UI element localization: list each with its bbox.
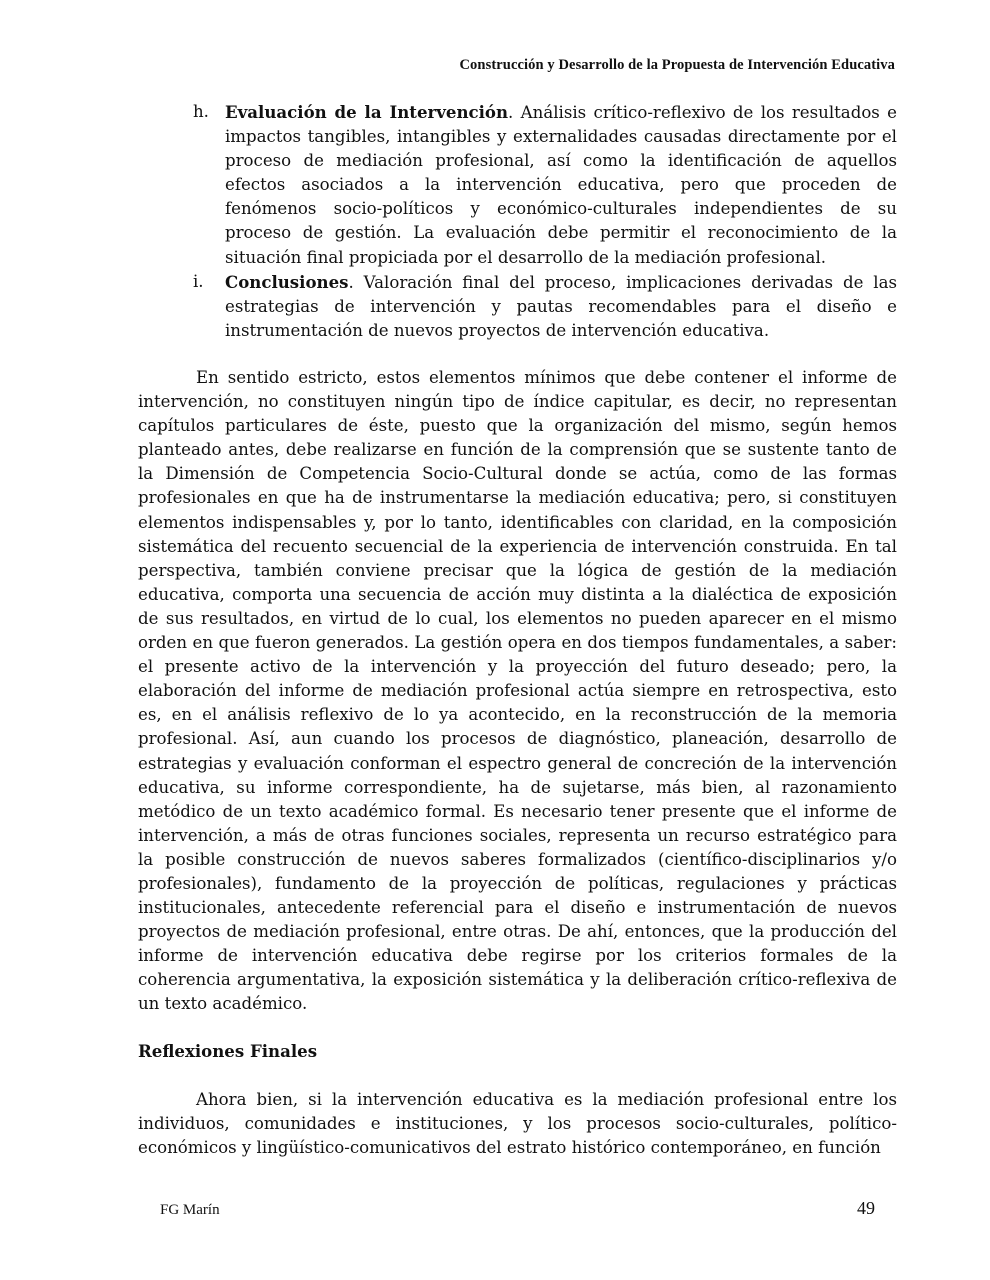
body-paragraph	[138, 366, 897, 1017]
body-paragraph	[138, 1088, 897, 1160]
list-marker: h.	[193, 102, 209, 121]
list-term: Conclusiones	[225, 271, 349, 292]
running-header: Construcción y Desarrollo de la Propuesta de Intervención Educativa	[459, 57, 895, 73]
list-text: . Valoración final del proceso, implicaciones derivadas de las estrategias de intervención y pautas recomendables para el diseño e instrumentación de nuevos proyectos de intervención educativa.	[225, 272, 897, 340]
footer-author: FG Marín	[160, 1202, 220, 1218]
list-term: Evaluación de la Intervención	[225, 102, 509, 122]
list-item	[193, 100, 897, 270]
paragraph-text: En sentido estricto, estos elementos mínimos que debe contener el informe de intervención, no constituyen ningún tipo de índice capitular, es decir, no representan capítulos particulares de éste, puesto que la organización del mismo, según hemos planteado antes, debe realizarse en función de la comprensión que se sustente tanto de la Dimensión de Competencia Socio-Cultural donde se actúa, como de las formas profesionales en que ha de instrumentarse la mediación educativa; pero, si constituyen elementos indispensables y, por lo tanto, identificables con claridad, en la composición sistemática del recuento secuencial de la experiencia de intervención construida. En tal perspectiva, también conviene precisar que la lógica de gestión de la mediación educativa, comporta una secuencia de acción muy distinta a la dialéctica de exposición de sus resultados, en virtud de lo cual, los elementos no pueden aparecer en el mismo orden en que fueron generados. La gestión opera en dos tiempos fundamentales, a saber: el presente activo de la intervención y la proyección del futuro deseado; pero, la elaboración del informe de mediación profesional actúa siempre en retrospectiva, esto es, en el análisis reflexivo de lo ya acontecido, en la reconstrucción de la memoria profesional. Así, aun cuando los procesos de diagnóstico, planeación, desarrollo de estrategias y evaluación conforman el espectro general de concreción de la intervención educativa, su informe correspondiente, ha de sujetarse, más bien, al razonamiento metódico de un texto académico formal. Es necesario tener presente que el informe de intervención, a más de otras funciones sociales, representa un recurso estratégico para la posible construcción de nuevos saberes formalizados (científico-disciplinarios y/o profesionales), fundamento de la proyección de políticas, regulaciones y prácticas institucionales, antecedente referencial para el diseño e instrumentación de nuevos proyectos de mediación profesional, entre otras. De ahí, entonces, que la producción del informe de intervención educativa debe regirse por los criterios formales de la coherencia argumentativa, la exposición sistemática y la deliberación crítico-reflexiva de un texto académico.	[138, 368, 897, 1014]
section-heading: Reflexiones Finales	[138, 1041, 318, 1061]
paragraph-text: Ahora bien, si la intervención educativa es la mediación profesional entre los individuos, comunidades e instituciones, y los procesos socio-culturales, político-económicos y lingüístico-comunicativos del estrato histórico contemporáneo, en función	[138, 1090, 897, 1158]
list-text: . Análisis crítico-reflexivo de los resultados e impactos tangibles, intangibles y externalidades causadas directamente por el proceso de mediación profesional, así como la identificación de aquellos efectos asociados a la intervención educativa, pero que proceden de fenómenos socio-políticos y económico-culturales independientes de su proceso de gestión. La evaluación debe permitir el reconocimiento de la situación final propiciada por el desarrollo de la mediación profesional.	[225, 103, 897, 267]
definition-list	[193, 100, 897, 343]
list-marker: i.	[193, 271, 204, 291]
list-item	[193, 270, 897, 343]
page-number: 49	[857, 1198, 875, 1218]
